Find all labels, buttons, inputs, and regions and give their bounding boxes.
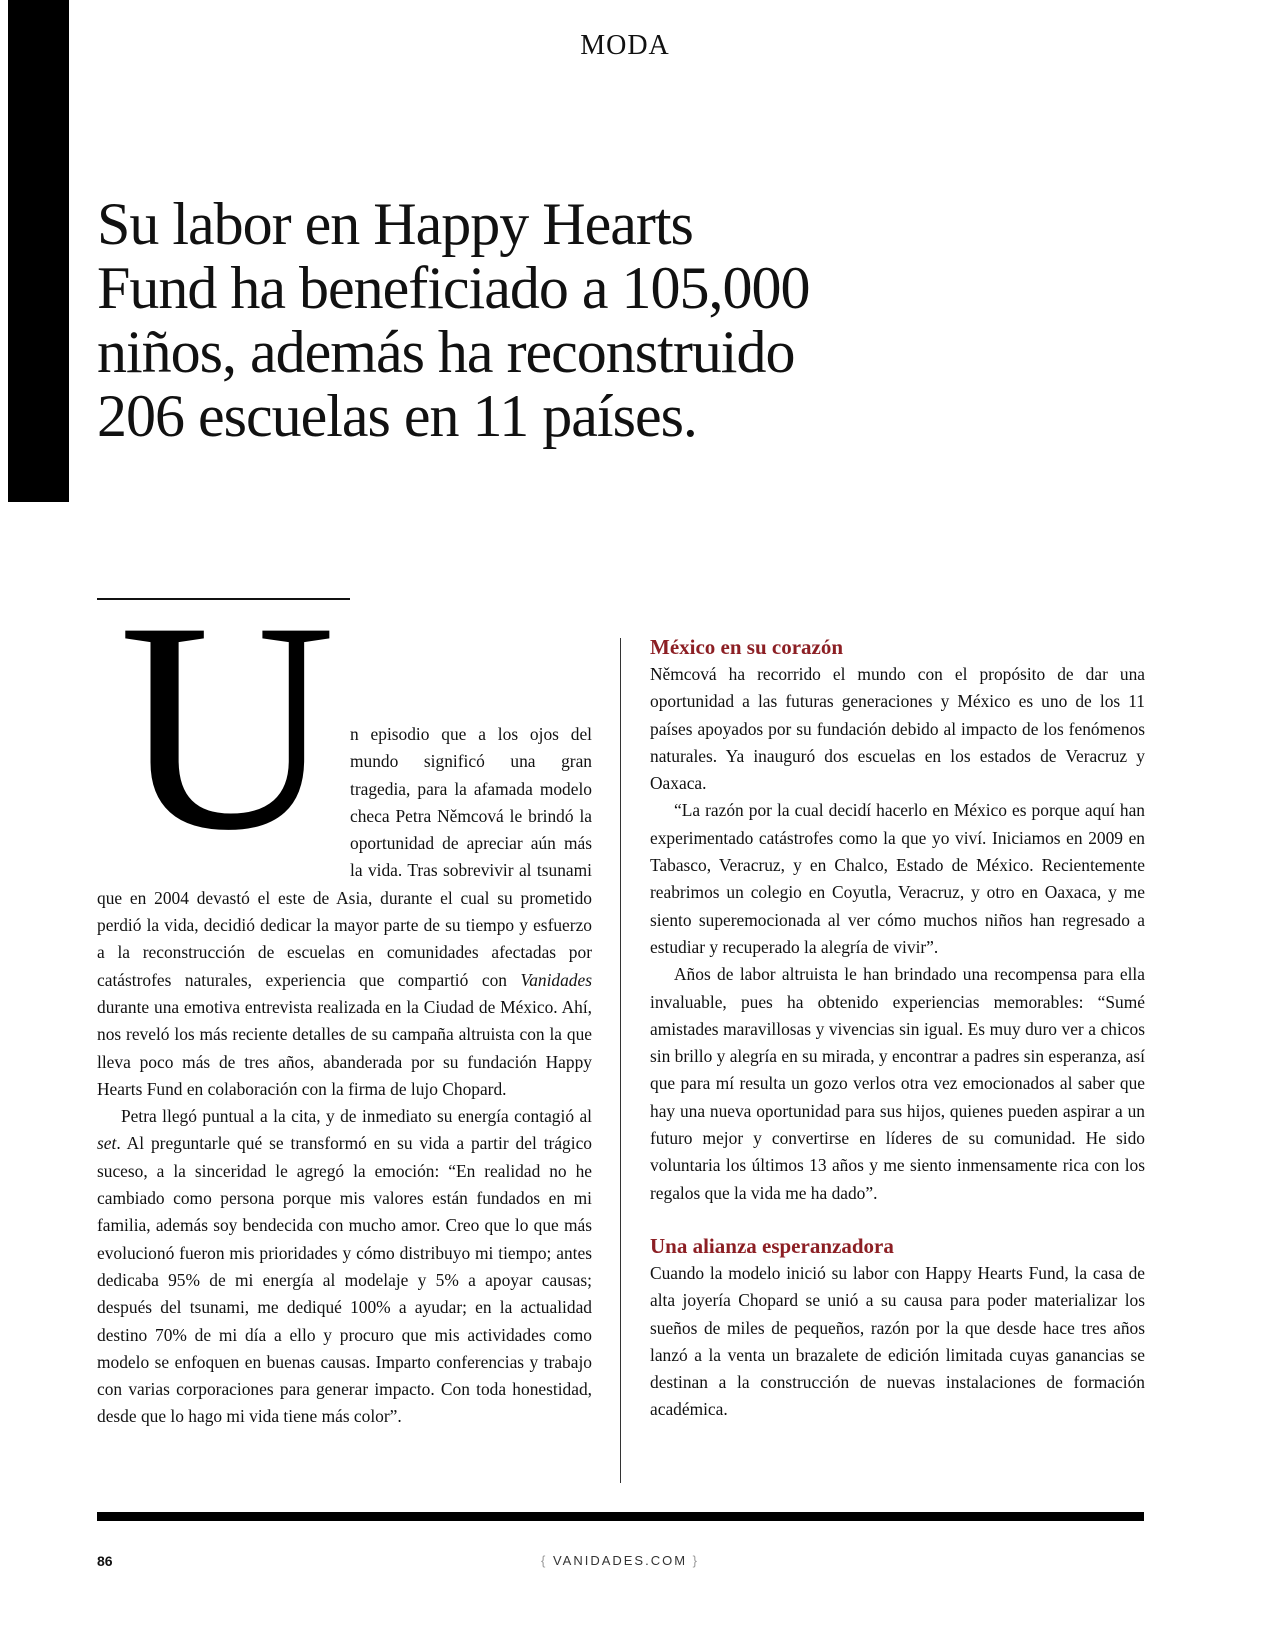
left-p1-start: n episodio que a los ojos del mundo significó una gran tragedia, para la afamada modelo checa Petra Němcová le brindó la oportunidad de apreciar aún más la vida. Tras sobrevivir al tsunami que en 2004 devastó el este de Asia, durante el cual su prometido perdió la vida, decidió dedicar la mayor parte de su tiempo y esfuerzo a la reconstrucción de escuelas en comunidades afectadas por catástrofes naturales, experiencia que compartió con xyxy=(97,724,592,990)
brace-close: } xyxy=(692,1553,700,1568)
right-paragraph-4: Cuando la modelo inició su labor con Happy Hearts Fund, la casa de alta joyería Chopard se unió a su causa para poder materializar los sueños de miles de pequeños, razón por la que desde hace tres años lanzó a la venta un brazalete de edición limitada cuyas ganancias se destinan a la construcción de nuevas instalaciones de formación académica. xyxy=(650,1262,1145,1420)
right-paragraph-1: Němcová ha recorrido el mundo con el propósito de dar una oportunidad a las futuras generaciones y México es uno de los 11 países apoyados por su fundación debido al impacto de los fenómenos naturales. Ya inauguró dos escuelas en los estados de Veracruz y Oaxaca. xyxy=(650,664,1145,794)
left-p1-italic: Vanidades xyxy=(520,969,592,990)
left-paragraph-1 xyxy=(97,721,592,1103)
site-url xyxy=(0,1553,1240,1568)
subhead-mexico: México en su corazón xyxy=(650,635,844,659)
subhead-alianza: Una alianza esperanzadora xyxy=(650,1233,894,1258)
left-p2-end: . Al preguntarle qué se transformó en su vida a partir del trágico suceso, a la sinceridad le agregó la emoción: “En realidad no he cambiado como persona porque mis valores están fundados en mi familia, además soy bendecida con mucho amor. Creo que lo que más evolucionó fueron mis prioridades y cómo distribuyo mi tiempo; antes dedicaba 95% de mi energía al modelaje y 5% a apoyar causas; después del tsunami, me dediqué 100% a ayudar; en la actualidad destino 70% de mi día a ello y procuro que mis actividades como modelo se enfoquen en buenas causas. Imparto conferencias y trabajo con varias corporaciones para generar impacto. Con toda honestidad, desde que lo hago mi vida tiene más color”. xyxy=(97,1133,592,1427)
left-p1-end: durante una emotiva entrevista realizada en la Ciudad de México. Ahí, nos reveló los más reciente detalles de su campaña altruista con la que lleva poco más de tres años, abanderada por su fundación Happy Hearts Fund en colaboración con la firma de lujo Chopard. xyxy=(97,996,592,1099)
headline: Su labor en Happy Hearts Fund ha beneficiado a 105,000 niños, además ha reconstruido 206 escuelas en 11 países. xyxy=(97,191,810,449)
dropcap-letter: U xyxy=(119,560,336,892)
column-divider xyxy=(620,638,621,1483)
left-p2-italic: set xyxy=(97,1133,117,1154)
right-paragraph-2: “La razón por la cual decidí hacerlo en México es porque aquí han experimentado catástrofes como la que yo viví. Iniciamos en 2009 en Tabasco, Veracruz, y en Chalco, Estado de México. Recientemente reabrimos un colegio en Coyutla, Veracruz, y otro en Oaxaca, y me siento superemocionada al ver cómo muchos niños han regresado a estudiar y recuperado la alegría de vivir”. xyxy=(650,800,1145,957)
brace-open: { xyxy=(540,1553,548,1568)
site-url-text: VANIDADES.COM xyxy=(552,1553,688,1568)
left-column xyxy=(97,721,592,1431)
left-p2-start: Petra llegó puntual a la cita, y de inmediato su energía contagió al xyxy=(121,1106,592,1127)
dropcap-spacer xyxy=(97,721,350,858)
section-label: MODA xyxy=(580,30,670,61)
right-column xyxy=(650,634,1145,1424)
left-paragraph-2 xyxy=(97,1103,592,1431)
right-paragraph-3: Años de labor altruista le han brindado una recompensa para ella invaluable, pues ha obtenido experiencias memorables: “Sumé amistades maravillosas y vivencias sin igual. Es muy duro ver a chicos sin brillo y alegría en su mirada, y encontrar a padres sin esperanza, así que para mí resulta un gozo verlos otra vez emocionados al saber que hay una nueva oportunidad para sus hijos, quienes pueden aspirar a un futuro mejor y convertirse en líderes de su comunidad. He sido voluntaria los últimos 13 años y me siento inmensamente rica con los regalos que la vida me ha dado”. xyxy=(650,964,1145,1203)
side-black-bar xyxy=(8,0,69,502)
page-number: 86 xyxy=(97,1553,113,1569)
footer-rule xyxy=(97,1512,1144,1521)
